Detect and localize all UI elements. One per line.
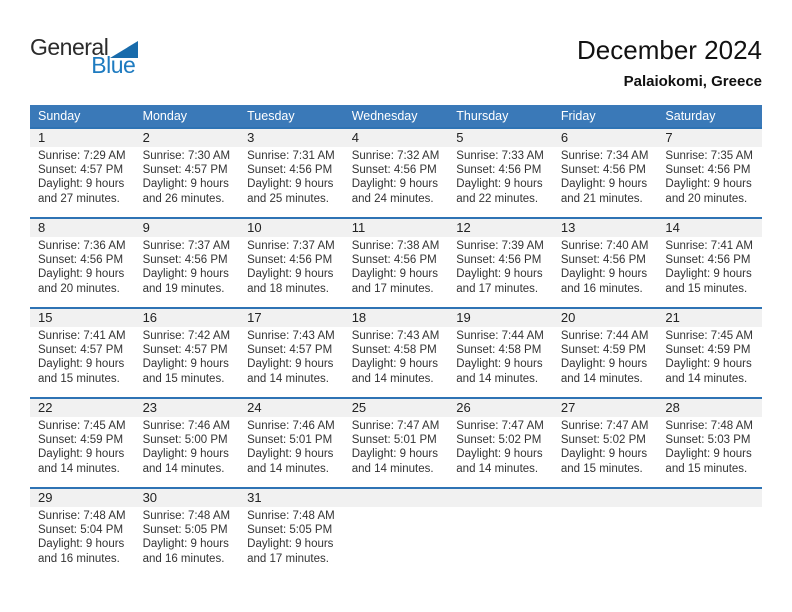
daylight-text-line1: Daylight: 9 hours: [560, 358, 648, 371]
sunset-text: Sunset: 4:56 PM: [456, 164, 542, 177]
sunrise-text: Sunrise: 7:36 AM: [38, 239, 126, 252]
day-number: 12: [456, 219, 471, 235]
day-number: 11: [351, 219, 366, 235]
sunset-text: Sunset: 4:56 PM: [456, 254, 542, 267]
sunrise-text: Sunrise: 7:38 AM: [351, 239, 440, 252]
day-number: 23: [142, 399, 158, 415]
daylight-text-line2: and 20 minutes.: [665, 192, 748, 205]
week-row: [30, 397, 762, 487]
daylight-text-line1: Daylight: 9 hours: [665, 448, 752, 461]
daylight-text-line2: and 14 minutes.: [351, 462, 434, 475]
weekday-label-saturday: Saturday: [665, 108, 716, 123]
daylight-text-line1: Daylight: 9 hours: [351, 358, 438, 371]
daylight-text-line2: and 15 minutes.: [665, 282, 748, 295]
daylight-text-line2: and 14 minutes.: [38, 462, 120, 475]
day-number: [657, 489, 762, 507]
sunrise-text: Sunrise: 7:47 AM: [560, 419, 649, 432]
daylight-text-line2: and 14 minutes.: [142, 462, 225, 475]
day-details-strip: [30, 327, 762, 397]
day-number: 13: [560, 219, 576, 235]
day-cell: [448, 237, 553, 307]
sunset-text: Sunset: 4:56 PM: [142, 254, 228, 267]
daylight-text-line1: Daylight: 9 hours: [247, 358, 334, 371]
day-number: 28: [665, 399, 680, 415]
sunset-text: Sunset: 4:56 PM: [560, 254, 646, 267]
day-number: [448, 489, 553, 507]
day-cell: [657, 327, 762, 397]
daylight-text-line2: and 24 minutes.: [351, 192, 434, 205]
day-number-strip: [30, 219, 762, 237]
sunset-text: Sunset: 4:58 PM: [351, 344, 437, 357]
day-cell: [344, 327, 449, 397]
sunrise-text: Sunrise: 7:37 AM: [247, 239, 335, 252]
day-cell: [239, 327, 344, 397]
sunset-text: Sunset: 4:56 PM: [351, 164, 437, 177]
weekday-label-friday: Friday: [560, 108, 596, 123]
daylight-text-line2: and 14 minutes.: [456, 462, 539, 475]
sunrise-text: Sunrise: 7:46 AM: [247, 419, 335, 432]
daylight-text-line1: Daylight: 9 hours: [247, 538, 334, 551]
daylight-text-line1: Daylight: 9 hours: [142, 538, 229, 551]
sunset-text: Sunset: 4:59 PM: [665, 344, 751, 357]
week-row: [30, 487, 762, 577]
sunrise-text: Sunrise: 7:34 AM: [560, 149, 649, 162]
day-details-strip: [30, 147, 762, 217]
day-cell: [135, 327, 240, 397]
day-number-strip: [30, 489, 762, 507]
daylight-text-line2: and 25 minutes.: [247, 192, 329, 205]
sunrise-text: Sunrise: 7:45 AM: [665, 329, 753, 342]
sunset-text: Sunset: 4:59 PM: [560, 344, 646, 357]
day-number: 26: [456, 399, 471, 415]
sunset-text: Sunset: 5:02 PM: [456, 434, 542, 447]
day-number: 18: [351, 309, 367, 325]
daylight-text-line1: Daylight: 9 hours: [351, 268, 438, 281]
sunrise-text: Sunrise: 7:33 AM: [456, 149, 544, 162]
day-number: 10: [247, 219, 262, 235]
day-cell: [30, 417, 135, 487]
daylight-text-line2: and 22 minutes.: [456, 192, 539, 205]
day-number: 22: [38, 399, 53, 415]
daylight-text-line2: and 19 minutes.: [142, 282, 225, 295]
daylight-text-line1: Daylight: 9 hours: [142, 358, 229, 371]
daylight-text-line1: Daylight: 9 hours: [456, 178, 543, 191]
daylight-text-line1: Daylight: 9 hours: [665, 268, 752, 281]
sunset-text: Sunset: 4:56 PM: [38, 254, 124, 267]
sunset-text: Sunset: 4:57 PM: [247, 344, 333, 357]
sunrise-text: Sunrise: 7:43 AM: [351, 329, 440, 342]
sunset-text: Sunset: 5:02 PM: [560, 434, 646, 447]
sunset-text: Sunset: 5:00 PM: [142, 434, 228, 447]
sunset-text: Sunset: 4:56 PM: [665, 254, 751, 267]
day-details-strip: [30, 237, 762, 307]
day-cell: [657, 507, 762, 577]
day-cell: [30, 147, 135, 217]
daylight-text-line2: and 16 minutes.: [142, 552, 225, 565]
day-number: 1: [38, 129, 46, 145]
daylight-text-line1: Daylight: 9 hours: [247, 178, 334, 191]
weekday-label-thursday: Thursday: [456, 108, 509, 123]
sunset-text: Sunset: 5:03 PM: [665, 434, 751, 447]
sunrise-text: Sunrise: 7:44 AM: [560, 329, 649, 342]
sunrise-text: Sunrise: 7:45 AM: [38, 419, 126, 432]
day-number: 2: [142, 129, 150, 145]
sunrise-text: Sunrise: 7:29 AM: [38, 149, 126, 162]
day-cell: [344, 507, 449, 577]
sunrise-text: Sunrise: 7:41 AM: [665, 239, 753, 252]
day-number: 20: [560, 309, 576, 325]
day-cell: [239, 237, 344, 307]
sunset-text: Sunset: 5:05 PM: [247, 524, 333, 537]
day-details-strip: [30, 417, 762, 487]
day-cell: [657, 147, 762, 217]
weekday-header-row: [30, 105, 762, 127]
daylight-text-line2: and 15 minutes.: [560, 462, 643, 475]
sunrise-text: Sunrise: 7:47 AM: [456, 419, 544, 432]
day-cell: [344, 237, 449, 307]
daylight-text-line2: and 15 minutes.: [38, 372, 120, 385]
daylight-text-line1: Daylight: 9 hours: [560, 268, 648, 281]
weekday-label-tuesday: Tuesday: [247, 108, 295, 123]
day-cell: [135, 147, 240, 217]
sunrise-text: Sunrise: 7:48 AM: [247, 509, 335, 522]
day-number: 14: [665, 219, 680, 235]
sunset-text: Sunset: 4:56 PM: [351, 254, 437, 267]
day-cell: [135, 507, 240, 577]
daylight-text-line2: and 27 minutes.: [38, 192, 120, 205]
daylight-text-line2: and 18 minutes.: [247, 282, 329, 295]
daylight-text-line1: Daylight: 9 hours: [456, 268, 543, 281]
sunrise-text: Sunrise: 7:44 AM: [456, 329, 544, 342]
daylight-text-line2: and 14 minutes.: [247, 462, 329, 475]
day-cell: [344, 147, 449, 217]
day-number: 5: [456, 129, 464, 145]
day-number: [344, 489, 449, 507]
day-cell: [657, 417, 762, 487]
daylight-text-line2: and 21 minutes.: [560, 192, 643, 205]
day-cell: [657, 237, 762, 307]
day-cell: [30, 327, 135, 397]
day-cell: [344, 417, 449, 487]
calendar-table: [30, 105, 762, 577]
daylight-text-line1: Daylight: 9 hours: [142, 268, 229, 281]
day-cell: [448, 147, 553, 217]
weekday-label-wednesday: Wednesday: [351, 108, 418, 123]
day-details-strip: [30, 507, 762, 577]
daylight-text-line2: and 15 minutes.: [142, 372, 225, 385]
daylight-text-line1: Daylight: 9 hours: [38, 268, 125, 281]
logo-text-general: General: [30, 34, 109, 60]
daylight-text-line2: and 14 minutes.: [351, 372, 434, 385]
sunset-text: Sunset: 4:56 PM: [247, 254, 333, 267]
day-number: 8: [38, 219, 46, 235]
day-number: 30: [142, 489, 158, 505]
sunset-text: Sunset: 4:57 PM: [142, 344, 228, 357]
daylight-text-line2: and 16 minutes.: [560, 282, 643, 295]
sunrise-text: Sunrise: 7:35 AM: [665, 149, 753, 162]
weekday-label-monday: Monday: [142, 108, 188, 123]
sunrise-text: Sunrise: 7:42 AM: [142, 329, 231, 342]
page-header: [30, 36, 762, 90]
day-number: 17: [247, 309, 262, 325]
daylight-text-line1: Daylight: 9 hours: [351, 448, 438, 461]
daylight-text-line2: and 14 minutes.: [247, 372, 329, 385]
daylight-text-line2: and 20 minutes.: [38, 282, 120, 295]
logo-text-blue: Blue: [91, 52, 136, 78]
week-row: [30, 307, 762, 397]
day-cell: [30, 507, 135, 577]
sunrise-text: Sunrise: 7:48 AM: [665, 419, 753, 432]
day-number: 31: [247, 489, 262, 505]
sunset-text: Sunset: 4:56 PM: [247, 164, 333, 177]
sunrise-text: Sunrise: 7:48 AM: [38, 509, 126, 522]
sunrise-text: Sunrise: 7:43 AM: [247, 329, 335, 342]
sunset-text: Sunset: 5:04 PM: [38, 524, 124, 537]
day-number: 3: [247, 129, 255, 145]
sunrise-text: Sunrise: 7:31 AM: [247, 149, 335, 162]
day-cell: [448, 327, 553, 397]
daylight-text-line1: Daylight: 9 hours: [560, 448, 648, 461]
day-number: 6: [560, 129, 569, 145]
daylight-text-line1: Daylight: 9 hours: [456, 448, 543, 461]
daylight-text-line2: and 17 minutes.: [456, 282, 539, 295]
day-cell: [553, 237, 658, 307]
day-cell: [553, 507, 658, 577]
sunrise-text: Sunrise: 7:40 AM: [560, 239, 649, 252]
daylight-text-line2: and 16 minutes.: [38, 552, 120, 565]
day-number: 21: [665, 309, 680, 325]
sunset-text: Sunset: 4:57 PM: [142, 164, 228, 177]
sunrise-text: Sunrise: 7:37 AM: [142, 239, 231, 252]
sunset-text: Sunset: 5:01 PM: [351, 434, 437, 447]
daylight-text-line1: Daylight: 9 hours: [142, 448, 229, 461]
daylight-text-line1: Daylight: 9 hours: [665, 358, 752, 371]
daylight-text-line1: Daylight: 9 hours: [142, 178, 229, 191]
sunset-text: Sunset: 4:58 PM: [456, 344, 542, 357]
day-number: 25: [351, 399, 367, 415]
daylight-text-line1: Daylight: 9 hours: [38, 538, 125, 551]
day-number: 4: [351, 129, 359, 145]
day-number: 15: [38, 309, 53, 325]
day-cell: [239, 147, 344, 217]
daylight-text-line2: and 17 minutes.: [351, 282, 434, 295]
day-cell: [553, 327, 658, 397]
day-cell: [239, 507, 344, 577]
daylight-text-line2: and 14 minutes.: [560, 372, 643, 385]
sunrise-text: Sunrise: 7:41 AM: [38, 329, 126, 342]
sunrise-text: Sunrise: 7:32 AM: [351, 149, 440, 162]
sunset-text: Sunset: 4:56 PM: [665, 164, 751, 177]
day-number: 7: [665, 129, 673, 145]
daylight-text-line2: and 14 minutes.: [665, 372, 748, 385]
daylight-text-line1: Daylight: 9 hours: [665, 178, 752, 191]
day-number-strip: [30, 309, 762, 327]
title-block: [577, 36, 762, 90]
general-blue-logo: [30, 36, 138, 77]
day-cell: [553, 147, 658, 217]
sunrise-text: Sunrise: 7:39 AM: [456, 239, 544, 252]
location-subtitle: Palaiokomi, Greece: [623, 72, 762, 90]
daylight-text-line2: and 17 minutes.: [247, 552, 329, 565]
day-number: 16: [142, 309, 158, 325]
day-number: 27: [560, 399, 576, 415]
daylight-text-line2: and 15 minutes.: [665, 462, 748, 475]
day-cell: [239, 417, 344, 487]
day-number: 19: [456, 309, 471, 325]
day-cell: [448, 417, 553, 487]
day-number: [553, 489, 658, 507]
day-number-strip: [30, 129, 762, 147]
sunrise-text: Sunrise: 7:46 AM: [142, 419, 231, 432]
sunset-text: Sunset: 4:56 PM: [560, 164, 646, 177]
day-number: 24: [247, 399, 262, 415]
page-title: December 2024: [577, 35, 762, 65]
day-cell: [448, 507, 553, 577]
daylight-text-line2: and 14 minutes.: [456, 372, 539, 385]
week-row: [30, 127, 762, 217]
sunset-text: Sunset: 5:01 PM: [247, 434, 333, 447]
daylight-text-line1: Daylight: 9 hours: [351, 178, 438, 191]
day-cell: [30, 237, 135, 307]
weekday-label-sunday: Sunday: [38, 108, 81, 123]
sunset-text: Sunset: 4:57 PM: [38, 164, 124, 177]
calendar-weeks: [30, 127, 762, 577]
daylight-text-line1: Daylight: 9 hours: [456, 358, 543, 371]
sunset-text: Sunset: 4:59 PM: [38, 434, 124, 447]
day-number-strip: [30, 399, 762, 417]
daylight-text-line2: and 26 minutes.: [142, 192, 225, 205]
daylight-text-line1: Daylight: 9 hours: [38, 358, 125, 371]
daylight-text-line1: Daylight: 9 hours: [38, 448, 125, 461]
daylight-text-line1: Daylight: 9 hours: [247, 448, 334, 461]
daylight-text-line1: Daylight: 9 hours: [38, 178, 125, 191]
day-cell: [553, 417, 658, 487]
daylight-text-line1: Daylight: 9 hours: [247, 268, 334, 281]
sunrise-text: Sunrise: 7:30 AM: [142, 149, 231, 162]
day-number: 9: [142, 219, 150, 235]
day-cell: [135, 237, 240, 307]
week-row: [30, 217, 762, 307]
day-cell: [135, 417, 240, 487]
day-number: 29: [38, 489, 53, 505]
sunrise-text: Sunrise: 7:47 AM: [351, 419, 440, 432]
daylight-text-line1: Daylight: 9 hours: [560, 178, 648, 191]
sunset-text: Sunset: 4:57 PM: [38, 344, 124, 357]
sunrise-text: Sunrise: 7:48 AM: [142, 509, 231, 522]
sunset-text: Sunset: 5:05 PM: [142, 524, 228, 537]
